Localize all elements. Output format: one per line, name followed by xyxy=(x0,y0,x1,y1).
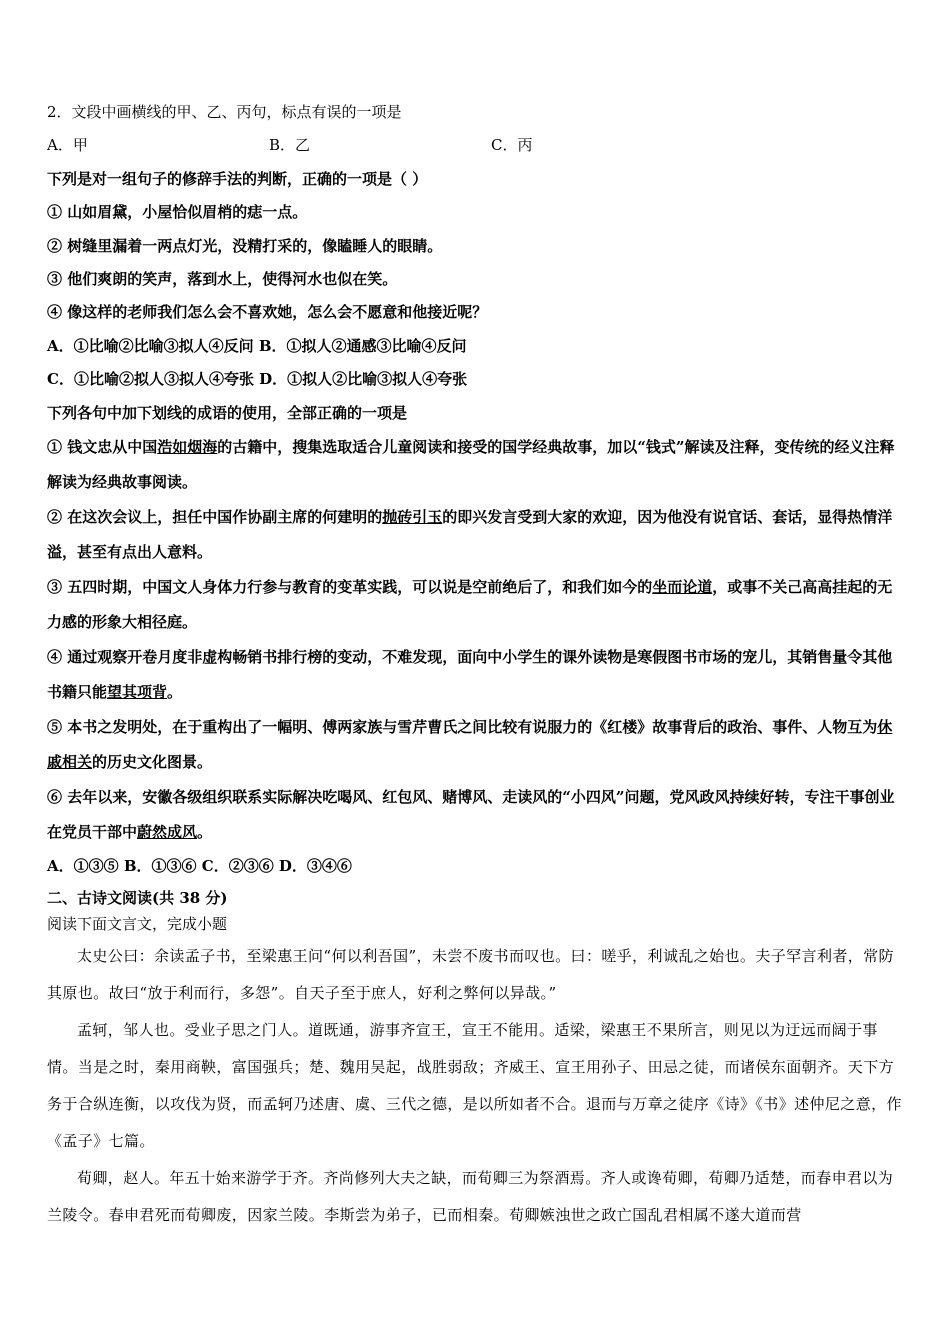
q4-sentence-5: ⑤ 本书之发明处，在于重构出了一幅明、傅两家族与雪芹曹氏之间比较有说服力的《红楼》故事背后的政治、事件、人物互为休戚相关的历史文化图景。 xyxy=(47,718,893,772)
q4-stem: 下列各句中加下划线的成语的使用，全部正确的一项是 xyxy=(47,403,408,422)
passage-paragraph-3: 荀卿，赵人。年五十始来游学于齐。齐尚修列大夫之缺，而荀卿三为祭酒焉。齐人或谗荀卿，荀卿乃适楚，而春申君以为兰陵令。春申君死而荀卿废，因家兰陵。李斯尝为弟子，已而相秦。荀卿嫉浊世之政亡国乱君相属不遂大道而营 xyxy=(47,1169,894,1225)
idiom-underline: 坐而论道 xyxy=(652,578,713,597)
q3-options-ab[interactable]: A．①比喻②比喻③拟人④反问 B．①拟人②通感③比喻④反问 xyxy=(47,336,467,355)
q3-options-cd[interactable]: C．①比喻②拟人③拟人④夸张 D．①拟人②比喻③拟人④夸张 xyxy=(47,370,468,389)
q4-sentence-3: ③ 五四时期，中国文人身体力行参与教育的变革实践，可以说是空前绝后了，和我们如今的坐而论道，或事不关己高高挂起的无力感的形象大相径庭。 xyxy=(47,578,893,632)
passage-paragraph-1: 太史公曰：余读孟子书，至梁惠王问“何以利吾国”，未尝不废书而叹也。曰：嗟乎，利诚乱之始也。夫子罕言利者，常防其原也。故曰“放于利而行，多怨”。自天子至于庶人，好利之弊何以异哉。” xyxy=(47,947,894,1003)
q3-item-3: ③ 他们爽朗的笑声，落到水上，使得河水也似在笑。 xyxy=(47,270,398,289)
idiom-underline: 抛砖引玉 xyxy=(382,508,443,527)
section-title: 二、古诗文阅读(共 38 分) xyxy=(47,889,228,908)
q2-option-a[interactable]: A．甲 xyxy=(47,136,88,155)
q3-item-2: ② 树缝里漏着一两点灯光，没精打采的，像瞌睡人的眼睛。 xyxy=(47,236,443,255)
q2-option-b[interactable]: B．乙 xyxy=(269,136,311,155)
q2-stem: 2．文段中画横线的甲、乙、丙句，标点有误的一项是 xyxy=(47,103,402,121)
q4-options[interactable]: A．①③⑤ B．①③⑥ C．②③⑥ D．③④⑥ xyxy=(47,857,352,876)
q3-item-1: ① 山如眉黛，小屋恰似眉梢的痣一点。 xyxy=(47,203,308,222)
idiom-underline: 蔚然成风 xyxy=(137,823,198,842)
q4-sentence-1: ① 钱文忠从中国浩如烟海的古籍中，搜集选取适合儿童阅读和接受的国学经典故事，加以“钱式”解读及注释，变传统的经义注释解读为经典故事阅读。 xyxy=(47,438,895,492)
classical-passage xyxy=(47,938,905,1234)
passage-paragraph-2: 孟轲，邹人也。受业子思之门人。道既通，游事齐宣王，宣王不能用。适梁，梁惠王不果所言，则见以为迂远而阔于事情。当是之时，秦用商鞅，富国强兵；楚、魏用吴起，战胜弱敌；齐威王、宣王用孙子、田忌之徒，而诸侯东面朝齐。天下方务于合纵连衡，以攻伐为贤，而孟轲乃述唐、虞、三代之德，是以所如者不合。退而与万章之徒序《诗》《书》述仲尼之意，作《孟子》七篇。 xyxy=(47,1021,902,1151)
q3-item-4: ④ 像这样的老师我们怎么会不喜欢她，怎么会不愿意和他接近呢？ xyxy=(47,303,488,322)
q2-options xyxy=(47,129,905,162)
q3-stem: 下列是对一组句子的修辞手法的判断，正确的一项是（ ） xyxy=(47,169,428,188)
idiom-underline: 望其项背 xyxy=(107,683,168,702)
section-intro: 阅读下面文言文，完成小题 xyxy=(47,915,228,934)
idiom-underline: 休戚相关 xyxy=(47,718,893,772)
q4-sentence-2: ② 在这次会议上，担任中国作协副主席的何建明的抛砖引玉的即兴发言受到大家的欢迎，因为他没有说官话、套话，显得热情洋溢，甚至有点出人意料。 xyxy=(47,508,893,562)
idiom-underline: 浩如烟海 xyxy=(157,438,218,457)
q4-sentence-4: ④ 通过观察开卷月度非虚构畅销书排行榜的变动，不难发现，面向中小学生的课外读物是寒假图书市场的宠儿，其销售量令其他书籍只能望其项背。 xyxy=(47,648,893,702)
q2-option-c[interactable]: C．丙 xyxy=(491,136,533,155)
q4-sentence-6: ⑥ 去年以来，安徽各级组织联系实际解决吃喝风、红包风、赌博风、走读风的“小四风”问题，党风政风持续好转，专注干事创业在党员干部中蔚然成风。 xyxy=(47,788,895,842)
